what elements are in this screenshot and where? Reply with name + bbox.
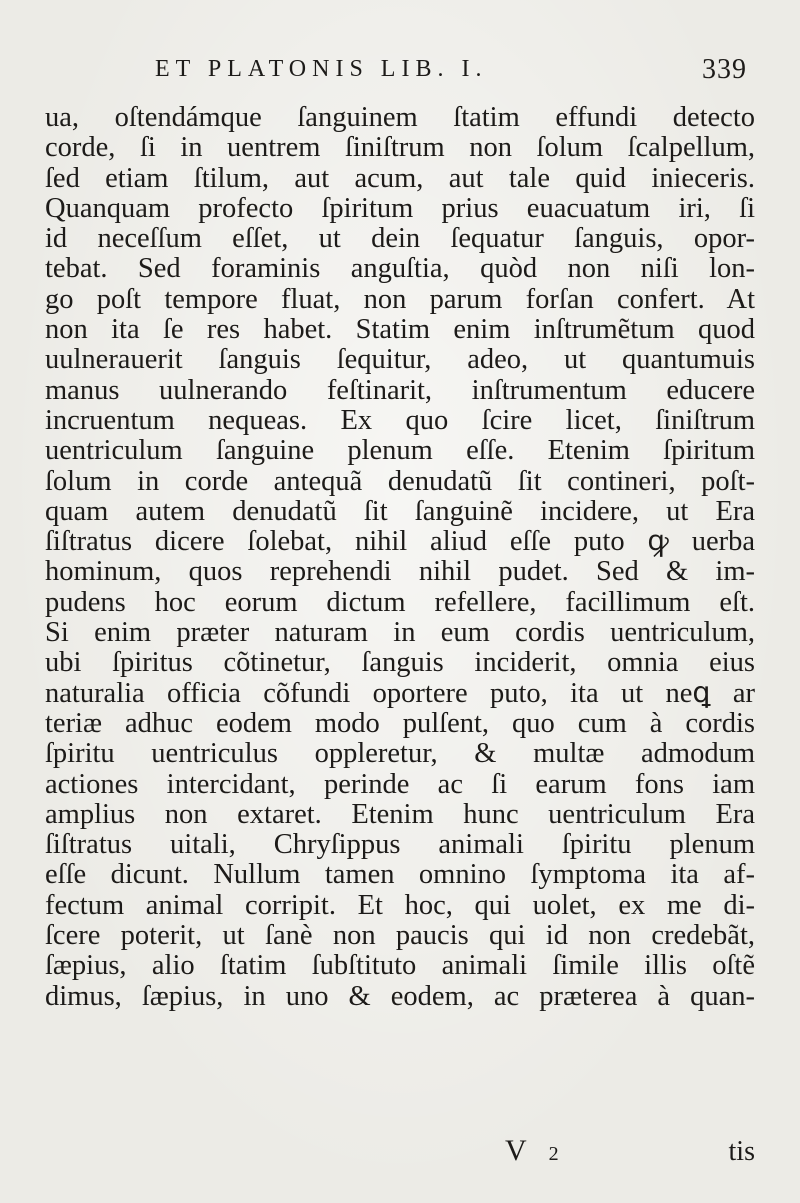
text-line: ſiſtratus dicere ſolebat, nihil aliud eſſe puto ꝙ uerba	[45, 527, 755, 558]
text-line: dimus, ſæpius, in uno & eodem, ac præterea à quan-	[45, 981, 755, 1012]
text-line: ſiſtratus uitali, Chryſippus animali ſpiritu plenum	[45, 830, 755, 861]
catchword: tis	[728, 1136, 755, 1167]
page-footer	[45, 1130, 755, 1170]
text-line: fectum animal corripit. Et hoc, qui uolet, ex me di-	[45, 890, 755, 921]
text-line: actiones intercidant, perinde ac ſi earum fons iam	[45, 769, 755, 800]
text-line: ſcere poterit, ut ſanè non paucis qui id non credebãt,	[45, 921, 755, 952]
text-line: go poſt tempore fluat, non parum forſan confert. At	[45, 284, 755, 315]
text-line: incruentum nequeas. Ex quo ſcire licet, ſiniſtrum	[45, 405, 755, 436]
text-line: hominum, quos reprehendi nihil pudet. Sed & im-	[45, 557, 755, 588]
signature-mark	[505, 1134, 559, 1168]
text-line: non ita ſe res habet. Statim enim inſtrumẽtum quod	[45, 315, 755, 346]
text-line: uentriculum ſanguine plenum eſſe. Etenim ſpiritum	[45, 436, 755, 467]
text-line: ſæpius, alio ſtatim ſubſtituto animali ſimile illis oſtẽ	[45, 951, 755, 982]
signature-number: 2	[548, 1143, 559, 1165]
running-header	[155, 48, 775, 92]
text-line: ſed etiam ſtilum, aut acum, aut tale quid inieceris.	[45, 163, 755, 194]
text-line: corde, ſi in uentrem ſiniſtrum non ſolum ſcalpellum,	[45, 133, 755, 164]
text-line: id neceſſum eſſet, ut dein ſequatur ſanguis, opor-	[45, 224, 755, 255]
text-line: uulnerauerit ſanguis ſequitur, adeo, ut quantumuis	[45, 345, 755, 376]
text-line: pudens hoc eorum dictum refellere, facillimum eſt.	[45, 587, 755, 618]
text-line: ſolum in corde antequã denudatũ ſit contineri, poſt-	[45, 466, 755, 497]
page-number: 339	[702, 54, 747, 85]
text-line: quam autem denudatũ ſit ſanguinẽ incidere, ut Era	[45, 496, 755, 527]
text-line: ubi ſpiritus cõtinetur, ſanguis inciderit, omnia eius	[45, 648, 755, 679]
text-line: ſpiritu uentriculus oppleretur, & multæ admodum	[45, 739, 755, 770]
text-line: Quanquam profecto ſpiritum prius euacuatum iri, ſi	[45, 193, 755, 224]
text-line: Si enim præter naturam in eum cordis uentriculum,	[45, 618, 755, 649]
text-line: amplius non extaret. Etenim hunc uentriculum Era	[45, 799, 755, 830]
text-line: ua, oſtendámque ſanguinem ſtatim effundi detecto	[45, 103, 755, 133]
text-line: manus uulnerando feſtinarit, inſtrumentum educere	[45, 375, 755, 406]
signature-letter: V	[505, 1134, 527, 1167]
text-line: teriæ adhuc eodem modo pulſent, quo cum à cordis	[45, 708, 755, 739]
running-title: ET PLATONIS LIB. I.	[155, 56, 488, 82]
text-line: tebat. Sed foraminis anguſtia, quòd non niſi lon-	[45, 254, 755, 285]
body-text	[45, 103, 755, 1012]
text-line: naturalia officia cõfundi oportere puto, ita ut neꝗ ar	[45, 678, 755, 709]
text-line: eſſe dicunt. Nullum tamen omnino ſymptoma ita af-	[45, 860, 755, 891]
